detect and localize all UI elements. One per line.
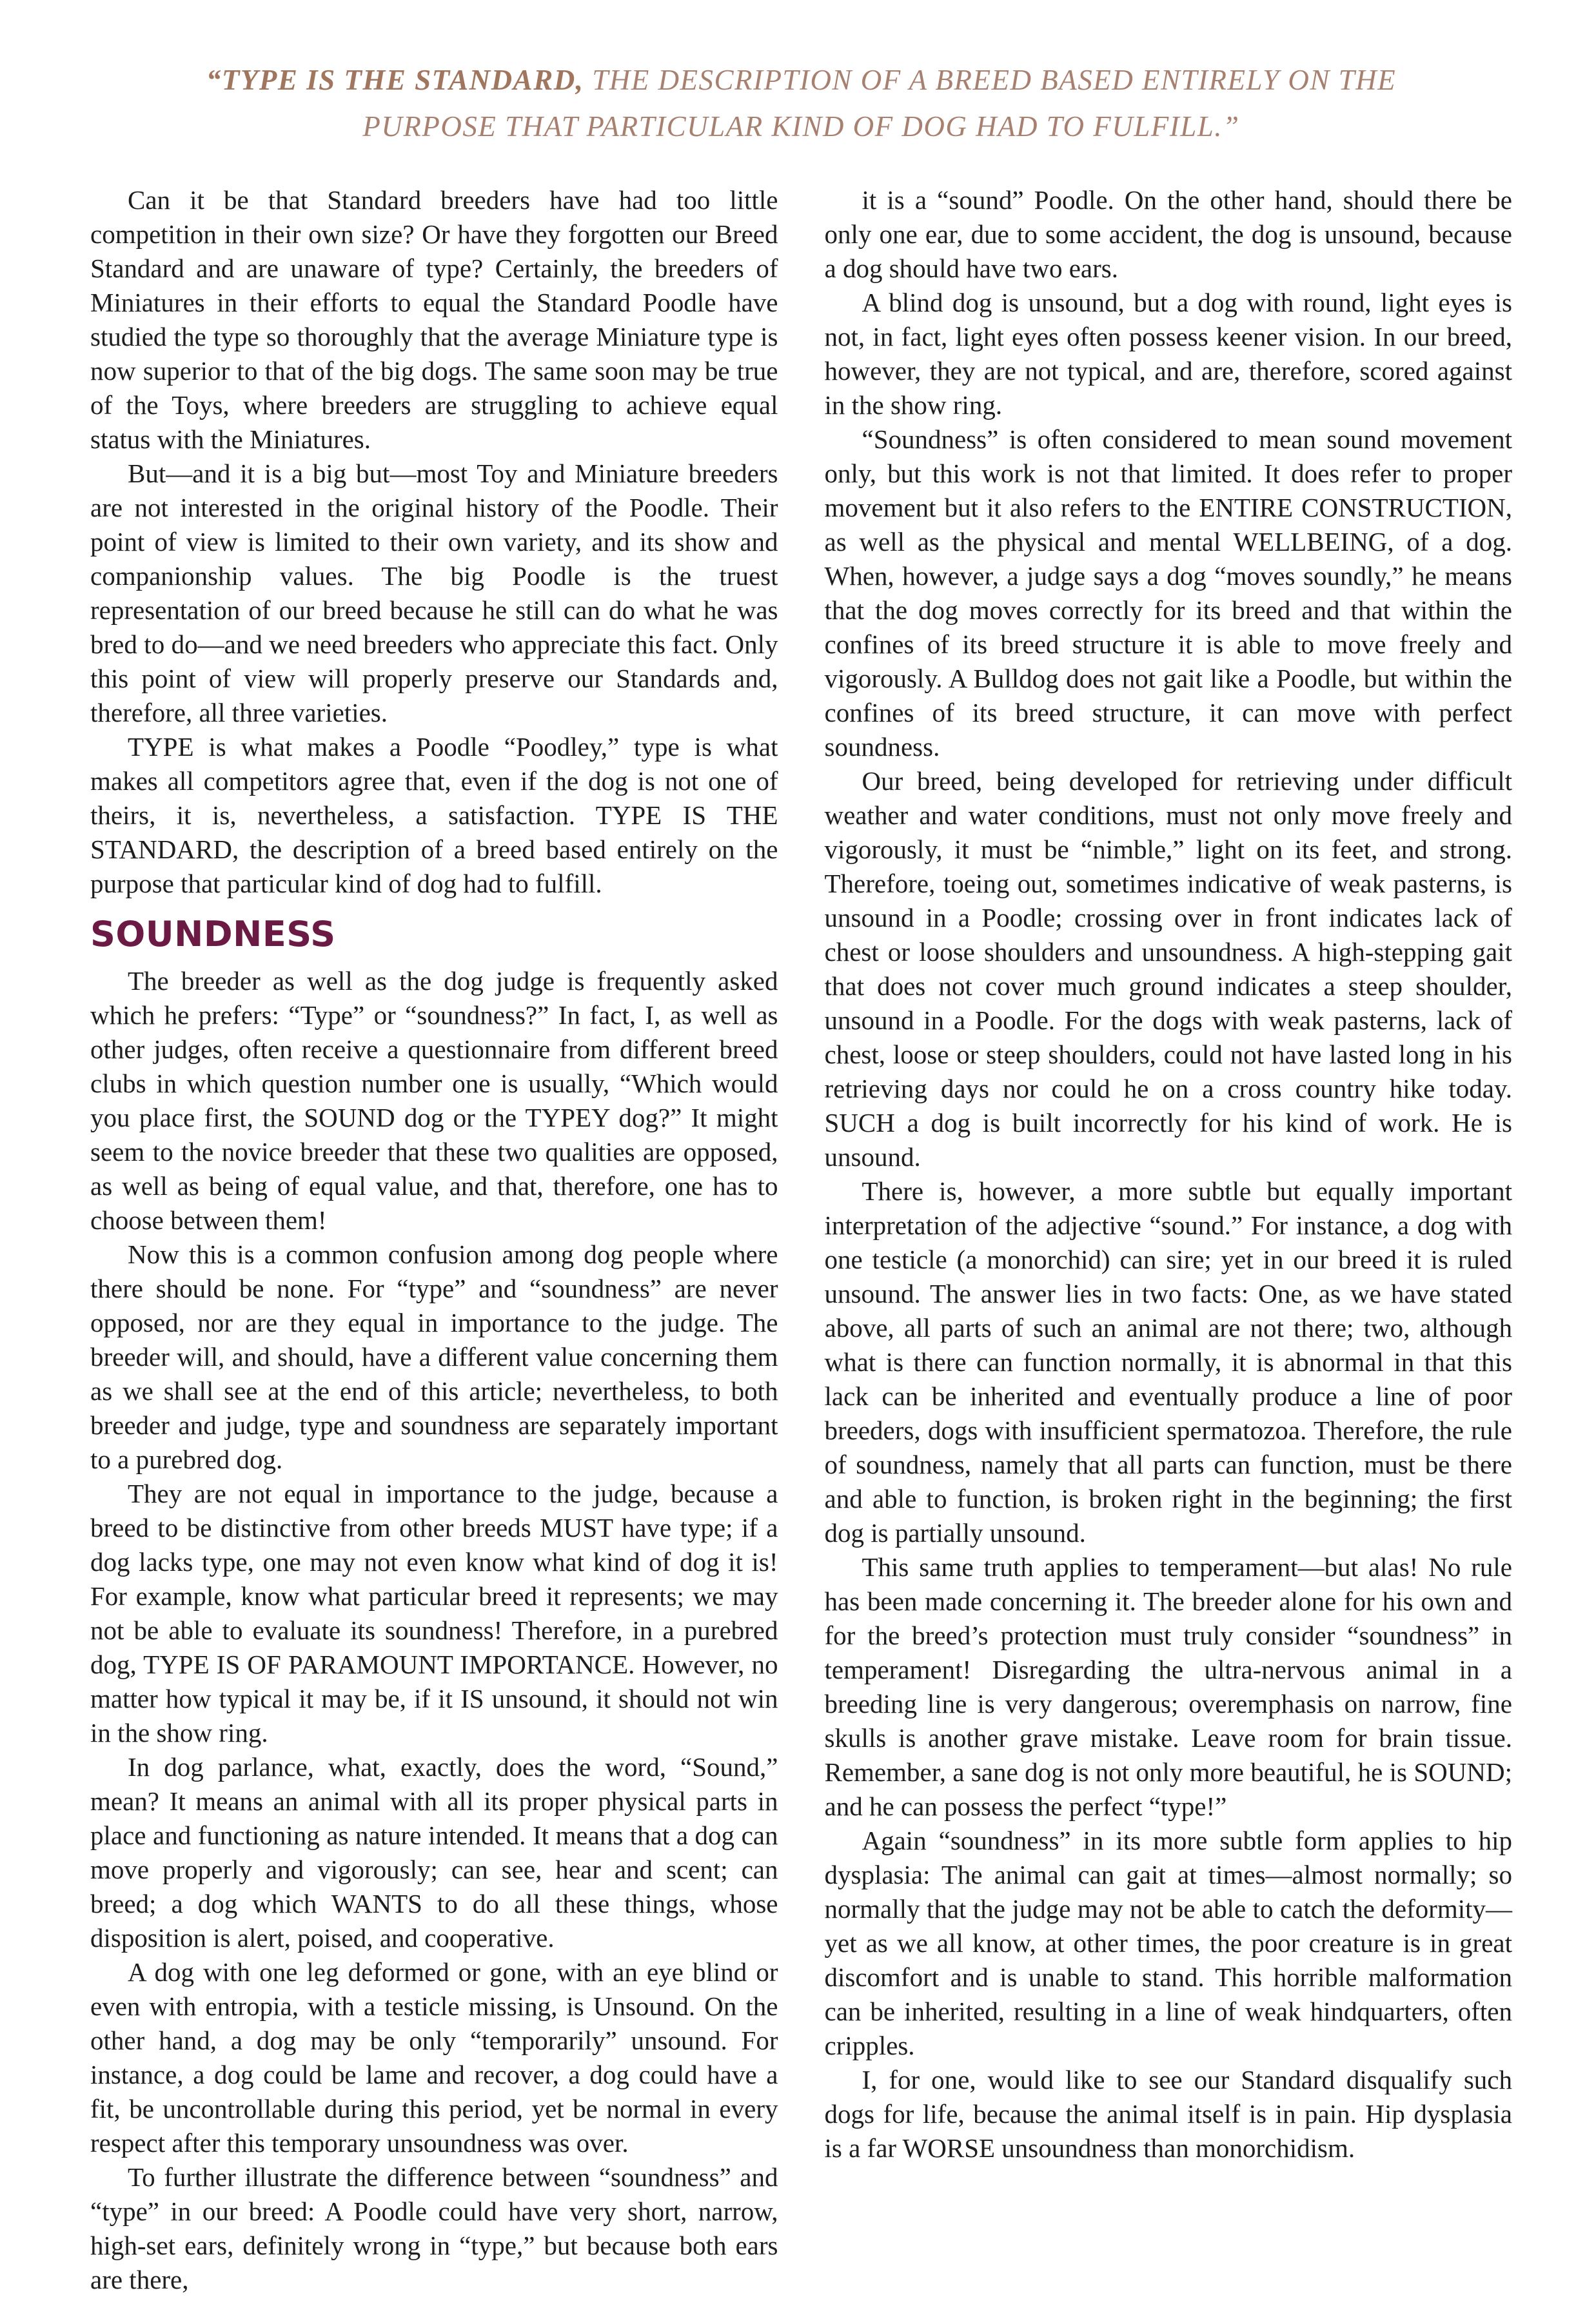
- section-heading-soundness: SOUNDNESS: [90, 914, 336, 954]
- paragraph-soundness-1: The breeder as well as the dog judge is frequently asked which he prefers: “Type” or “soundness?” In fact, I, as well as other judges, often receive a questionnaire from different breed clubs in which question number one is usually, “Which would you place first, the SOUND dog or the TYPEY dog?” It might seem to the novice breeder that these two qualities are opposed, as well as being of equal value, and that, therefore, one has to choose between them!: [90, 966, 778, 1235]
- paragraph-intro-3: TYPE is what makes a Poodle “Poodley,” type is what makes all competitors agree that, even if the dog is not one of theirs, it is, nevertheless, a satisfaction. TYPE IS THE STANDARD, the description of a breed based entirely on the purpose that particular kind of dog had to fulfill.: [90, 732, 778, 898]
- paragraph-soundness-4: In dog parlance, what, exactly, does the word, “Sound,” mean? It means an animal with all its proper physical parts in place and functioning as nature intended. It means that a dog can move properly and vigorously; can see, hear and scent; can breed; a dog which WANTS to do all these things, whose disposition is alert, poised, and cooperative.: [90, 1752, 778, 1953]
- paragraph-soundness-2: Now this is a common confusion among dog people where there should be none. For “type” and “soundness” are never opposed, nor are they equal in importance to the judge. The breeder will, and should, have a different value concerning them as we shall see at the end of this article; nevertheless, to both breeder and judge, type and soundness are separately important to a purebred dog.: [90, 1239, 778, 1474]
- paragraph-soundness-3: They are not equal in importance to the judge, because a breed to be distinctive from other breeds MUST have type; if a dog lacks type, one may not even know what kind of dog it is! For example, know what particular breed it represents; we may not be able to evaluate its soundness! Therefore, in a purebred dog, TYPE IS OF PARAMOUNT IMPORTANCE. However, no matter how typical it may be, if it IS unsound, it should not win in the show ring.: [90, 1479, 778, 1748]
- paragraph-right-8: I, for one, would like to see our Standard disqualify such dogs for life, because the animal itself is in pain. Hip dysplasia is a far WORSE unsoundness than monorchidism.: [824, 2065, 1512, 2163]
- pull-quote: [147, 57, 1456, 150]
- paragraph-intro-2: But—and it is a big but—most Toy and Miniature breeders are not interested in the original history of the Poodle. Their point of view is limited to their own variety, and its show and companionship values. The big Poodle is the truest representation of our breed because he still can do what he was bred to do—and we need breeders who appreciate this fact. Only this point of view will properly preserve our Standards and, therefore, all three varieties.: [90, 458, 778, 727]
- paragraph-soundness-6: To further illustrate the difference between “soundness” and “type” in our breed: A Poodle could have very short, narrow, high-set ears, definitely wrong in “type,” but because both ears are there,: [90, 2162, 778, 2294]
- paragraph-right-1: it is a “sound” Poodle. On the other hand, should there be only one ear, due to some accident, the dog is unsound, because a dog should have two ears.: [824, 185, 1512, 283]
- paragraph-right-5: There is, however, a more subtle but equally important interpretation of the adjective “sound.” For instance, a dog with one testicle (a monorchid) can sire; yet in our breed it is ruled unsound. The answer lies in two facts: One, as we have stated above, all parts of such an animal are not there; two, although what is there can function normally, it is abnormal in that this lack can be inherited and eventually produce a line of poor breeders, dogs with insufficient spermatozoa. Therefore, the rule of soundness, namely that all parts can function, must be there and able to function, is broken right in the beginning; the first dog is partially unsound.: [824, 1176, 1512, 1548]
- pull-quote-emphasis: “TYPE IS THE STANDARD,: [206, 64, 584, 96]
- left-column: [90, 183, 778, 2297]
- paragraph-right-7: Again “soundness” in its more subtle form applies to hip dysplasia: The animal can gait at times—almost normally; so normally that the judge may not be able to catch the deformity—yet as we all know, at other times, the poor creature is in great discomfort and is unable to stand. This horrible malformation can be inherited, resulting in a line of weak hindquarters, often cripples.: [824, 1826, 1512, 2060]
- paragraph-right-4: Our breed, being developed for retrieving under difficult weather and water conditions, must not only move freely and vigorously, it must be “nimble,” light on its feet, and strong. Therefore, toeing out, sometimes indicative of weak pasterns, is unsound in a Poodle; crossing over in front indicates lack of chest or loose shoulders and unsoundness. A high-stepping gait that does not cover much ground indicates a steep shoulder, unsound in a Poodle. For the dogs with weak pasterns, lack of chest, loose or steep shoulders, could not have lasted long in his retrieving days nor could he on a cross country hike today. SUCH a dog is built incorrectly for his kind of work. He is unsound.: [824, 766, 1512, 1172]
- paragraph-intro-1: Can it be that Standard breeders have had too little competition in their own size? Or have they forgotten our Breed Standard and are unaware of type? Certainly, the breeders of Miniatures in their efforts to equal the Standard Poodle have studied the type so thoroughly that the average Miniature type is now superior to that of the big dogs. The same soon may be true of the Toys, where breeders are struggling to achieve equal status with the Miniatures.: [90, 185, 778, 454]
- article-body: [90, 183, 1512, 2297]
- paragraph-soundness-5: A dog with one leg deformed or gone, with an eye blind or even with entropia, with a testicle missing, is Unsound. On the other hand, a dog may be only “temporarily” unsound. For instance, a dog could be lame and recover, a dog could have a fit, be uncontrollable during this period, yet be normal in every respect after this temporary unsoundness was over.: [90, 1957, 778, 2158]
- paragraph-right-2: A blind dog is unsound, but a dog with round, light eyes is not, in fact, light eyes often possess keener vision. In our breed, however, they are not typical, and are, therefore, scored against in the show ring.: [824, 288, 1512, 420]
- right-column: [825, 183, 1513, 2297]
- pull-quote-continuation: THE DESCRIPTION OF A BREED BASED ENTIRELY ON THE PURPOSE THAT PARTICULAR KIND OF DOG HAD TO FULFILL.”: [362, 64, 1397, 143]
- paragraph-right-3: “Soundness” is often considered to mean sound movement only, but this work is not that limited. It does refer to proper movement but it also refers to the ENTIRE CONSTRUCTION, as well as the physical and mental WELLBEING, of a dog. When, however, a judge says a dog “moves soundly,” he means that the dog moves correctly for its breed and that within the confines of its breed structure it is able to move freely and vigorously. A Bulldog does not gait like a Poodle, but within the confines of its breed structure, it can move with perfect soundness.: [824, 424, 1512, 762]
- paragraph-right-6: This same truth applies to temperament—but alas! No rule has been made concerning it. The breeder alone for his own and for the breed’s protection must truly consider “soundness” in temperament! Disregarding the ultra-nervous animal in a breeding line is very dangerous; overemphasis on narrow, fine skulls is another grave mistake. Leave room for brain tissue. Remember, a sane dog is not only more beautiful, he is SOUND; and he can possess the perfect “type!”: [824, 1552, 1512, 1821]
